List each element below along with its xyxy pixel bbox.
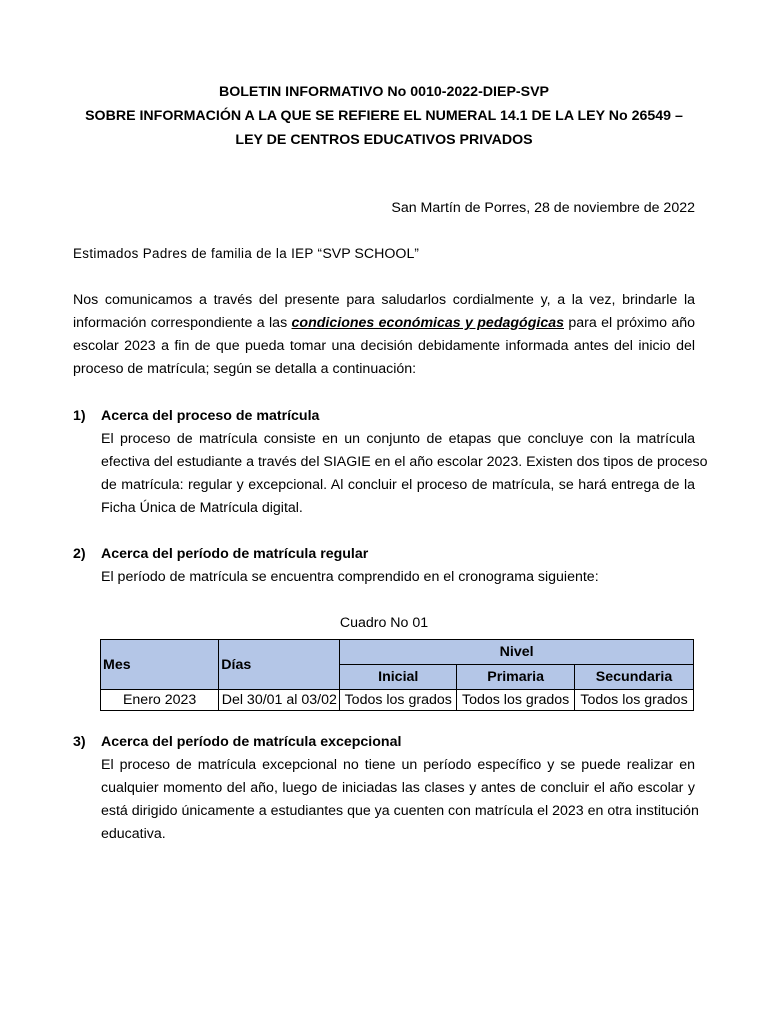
intro-line-3: escolar 2023 a fin de que pueda tomar una decisión debidamente informada antes del inicio del xyxy=(73,338,695,354)
section-1-body xyxy=(101,428,708,520)
bulletin-title: BOLETIN INFORMATIVO No 0010-2022-DIEP-SVP xyxy=(218,84,550,100)
section-2-body xyxy=(101,566,695,589)
table-row xyxy=(101,690,694,711)
section-3-line: cualquier momento del año, luego de iniciadas las clases y antes de concluir el año escolar y xyxy=(101,780,695,796)
section-3-line: está dirigido únicamente a estudiantes que ya cuenten con matrícula el 2023 en otra institución xyxy=(101,803,699,819)
section-2-number: 2) xyxy=(73,546,86,562)
cell-mes: Enero 2023 xyxy=(101,690,219,711)
intro-line-2 xyxy=(73,312,695,335)
section-3-number: 3) xyxy=(73,734,86,750)
section-1-line: Ficha Única de Matrícula digital. xyxy=(101,500,303,516)
cell-inicial: Todos los grados xyxy=(340,690,457,711)
section-3-body xyxy=(101,754,699,846)
intro-paragraph xyxy=(73,289,695,381)
enrollment-schedule-table xyxy=(100,639,694,711)
greeting-prefix: Estimados Padres de familia de la IEP “ xyxy=(73,246,323,261)
intro-line-4: proceso de matrícula; según se detalla a continuación: xyxy=(73,361,417,377)
cell-primaria: Todos los grados xyxy=(457,690,575,711)
intro-line-1: Nos comunicamos a través del presente para saludarlos cordialmente y, a la vez, brindarle la xyxy=(73,292,695,308)
header-inicial: Inicial xyxy=(340,665,457,690)
intro-line-2-pre: información correspondiente a las xyxy=(73,315,292,331)
bulletin-law-name: LEY DE CENTROS EDUCATIVOS PRIVADOS xyxy=(235,132,533,148)
section-1-line: efectiva del estudiante a través del SIAGIE en el año escolar 2023. Existen dos tipos de proceso xyxy=(101,454,708,470)
section-3-line: educativa. xyxy=(101,826,166,842)
header-dias: Días xyxy=(219,640,340,690)
cell-dias: Del 30/01 al 03/02 xyxy=(219,690,340,711)
school-name: SVP SCHOOL xyxy=(322,246,415,262)
section-1-line: de matrícula: regular y excepcional. Al concluir el proceso de matrícula, se hará entrega de la xyxy=(101,477,695,493)
section-2-line: El período de matrícula se encuentra comprendido en el cronograma siguiente: xyxy=(101,569,599,585)
section-1-title: Acerca del proceso de matrícula xyxy=(101,408,320,424)
section-2-title: Acerca del período de matrícula regular xyxy=(101,546,369,562)
header-secundaria: Secundaria xyxy=(575,665,694,690)
table-caption: Cuadro No 01 xyxy=(339,615,429,631)
intro-line-2-post: para el próximo año xyxy=(564,315,695,331)
greeting-suffix: ” xyxy=(414,246,420,261)
cell-secundaria: Todos los grados xyxy=(575,690,694,711)
bulletin-subtitle: SOBRE INFORMACIÓN A LA QUE SE REFIERE EL NUMERAL 14.1 DE LA LEY No 26549 – xyxy=(85,108,683,124)
section-1-line: El proceso de matrícula consiste en un conjunto de etapas que concluye con la matrícula xyxy=(101,431,695,447)
header-primaria: Primaria xyxy=(457,665,575,690)
table-header-row xyxy=(101,640,694,665)
conditions-emphasis: condiciones económicas y pedagógicas xyxy=(291,315,564,331)
header-mes: Mes xyxy=(101,640,219,690)
header-nivel: Nivel xyxy=(340,640,694,665)
document-date: San Martín de Porres, 28 de noviembre de 2022 xyxy=(391,200,695,216)
section-3-line: El proceso de matrícula excepcional no tiene un período específico y se puede realizar en xyxy=(101,757,695,773)
greeting xyxy=(73,246,419,262)
section-1-number: 1) xyxy=(73,408,86,424)
section-3-title: Acerca del período de matrícula excepcional xyxy=(101,734,402,750)
